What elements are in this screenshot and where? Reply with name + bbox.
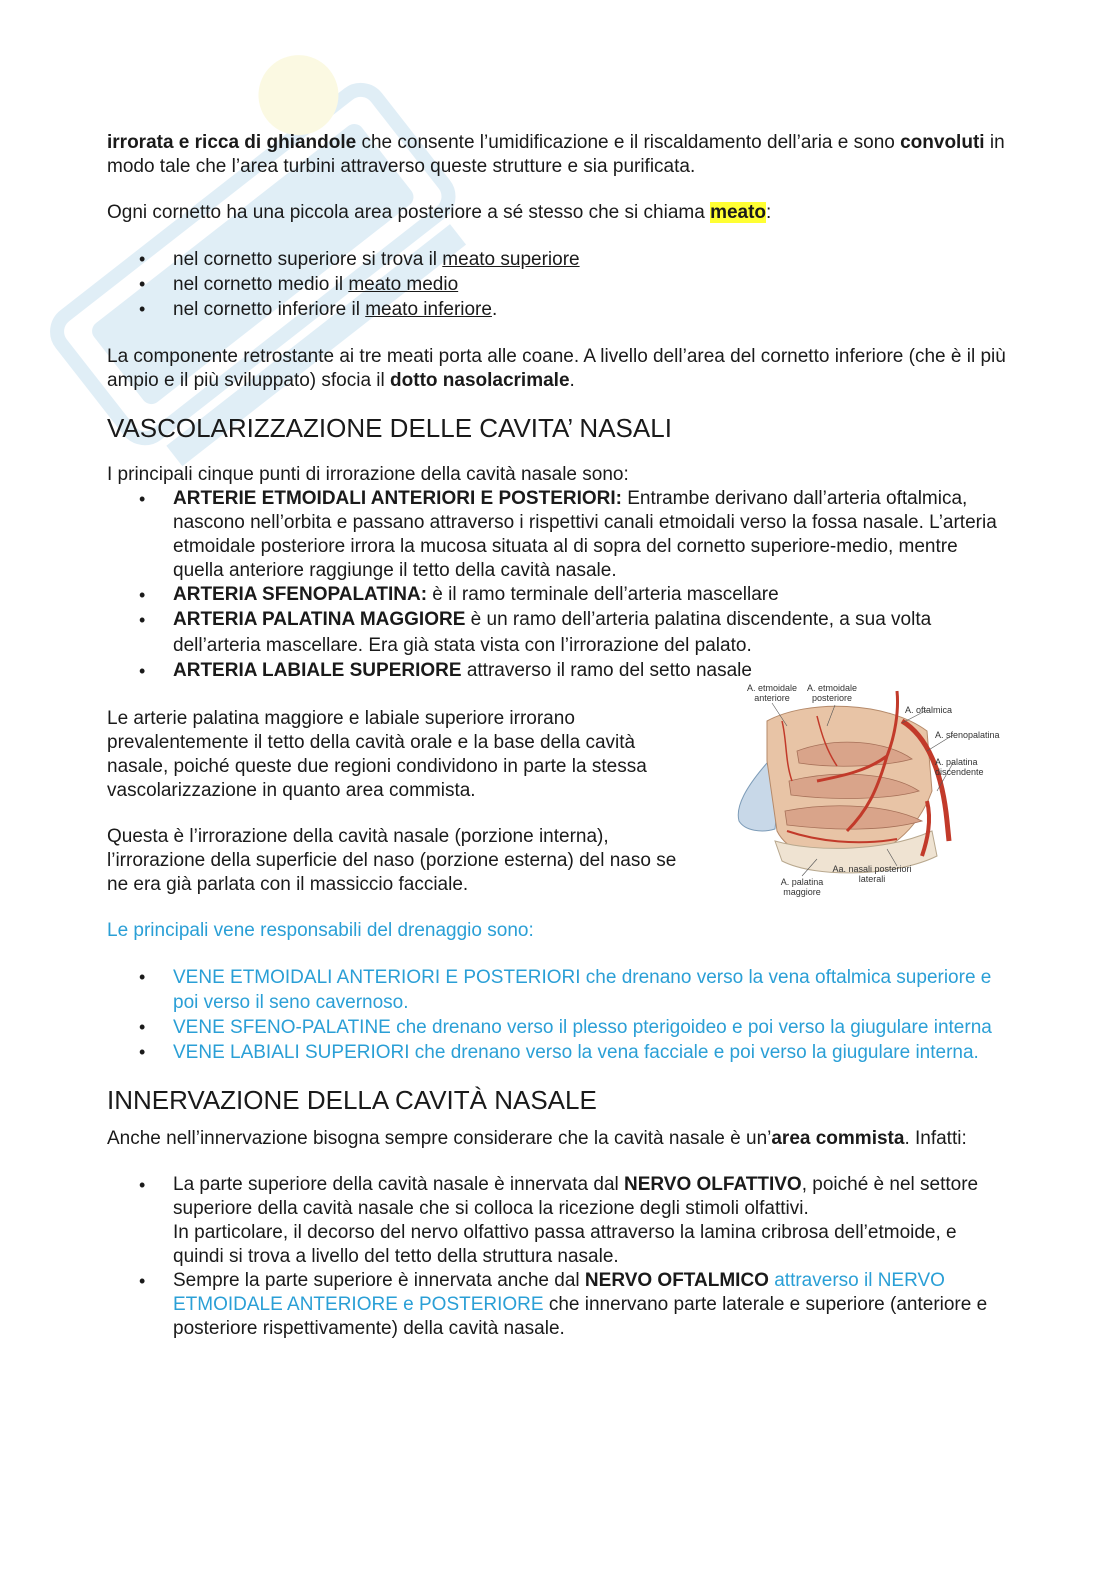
list-item: • nel cornetto inferiore il meato inferiore. (107, 297, 1007, 322)
list-item: • ARTERIA SFENOPALATINA: è il ramo terminale dell’arteria mascellare (107, 583, 1007, 607)
paragraph-area-commista: Le arterie palatina maggiore e labiale superiore irrorano prevalentemente il tetto della cavità orale e la base della cavità nasale, poiché queste due regioni condividono in parte la stessa vascolarizzazione in quanto area commista. (107, 708, 647, 801)
list-item: • La parte superiore della cavità nasale è innervata dal NERVO OLFATTIVO, poiché è nel settore superiore della cavità nasale che si colloca la ricezione degli stimoli olfattivi. In particolare, il decorso del nervo olfattivo passa attraverso la lamina cribrosa dell’etmoide, e quindi si trova a livello del tetto della struttura nasale. (107, 1173, 1007, 1269)
paragraph-coane: La componente retrostante ai tre meati porta alle coane. A livello dell’area del cornetto inferiore (che è il più ampio e il più sviluppato) sfocia il dotto nasolacrimale. (107, 346, 1006, 391)
heading-innervazione: INNERVAZIONE DELLA CAVITÀ NASALE (107, 1085, 597, 1115)
list-item: • Sempre la parte superiore è innervata anche dal NERVO OFTALMICO attraverso il NERVO ETMOIDALE ANTERIORE e POSTERIORE che innervano parte laterale e superiore (anteriore e posteriore rispettivamente) della cavità nasale. (107, 1269, 1007, 1341)
list-item: • nel cornetto medio il meato medio (107, 272, 1007, 297)
label-palatina-maggiore: A. palatina maggiore (780, 877, 824, 897)
list-item: • ARTERIA LABIALE SUPERIORE attraverso il ramo del setto nasale (107, 659, 1007, 683)
label-oftalmica: A. oftalmica (905, 705, 953, 715)
list-vene (107, 965, 1007, 1065)
figure-row (107, 683, 1007, 897)
list-item: • ARTERIE ETMOIDALI ANTERIORI E POSTERIORI: Entrambe derivano dall’arteria oftalmica, nascono nell’orbita e passano attraverso i rispettivi canali etmoidali verso la fossa nasale. L’arteria etmoidale posteriore irrora la mucosa situata al di sopra del cornetto superiore-medio, mentre quella anteriore raggiunge il tetto della cavità nasale. (107, 487, 1007, 583)
paragraph-turbinati: irrorata e ricca di ghiandole che consente l’umidificazione e il riscaldamento dell’aria e sono convoluti in modo tale che l’area turbini attraverso queste strutture e sia purificata. (107, 132, 1005, 177)
list-item: • VENE ETMOIDALI ANTERIORI E POSTERIORI che drenano verso la vena oftalmica superiore e poi verso il seno cavernoso. (107, 965, 1007, 1015)
label-palatina-discendente: A. palatina discendente (935, 757, 984, 777)
list-item: • VENE LABIALI SUPERIORI che drenano verso la vena facciale e poi verso la giugulare interna. (107, 1040, 1007, 1065)
list-item: • nel cornetto superiore si trova il meato superiore (107, 247, 1007, 272)
heading-vascolarizzazione: VASCOLARIZZAZIONE DELLE CAVITA’ NASALI (107, 413, 672, 443)
highlight-meato: meato (710, 202, 767, 223)
label-sfenopalatina: A. sfenopalatina (935, 730, 1000, 740)
label-etmoidale-anteriore: A. etmoidale anteriore (746, 683, 798, 703)
list-meati (107, 247, 1007, 322)
nasal-artery-illustration (727, 681, 1012, 903)
list-item: • VENE SFENO-PALATINE che drenano verso il plesso pterigoideo e poi verso la giugulare interna (107, 1015, 1007, 1040)
list-nervi (107, 1173, 1007, 1341)
paragraph-intro-arterie: I principali cinque punti di irrorazione della cavità nasale sono: (107, 464, 629, 485)
paragraph-porzione-interna: Questa è l’irrorazione della cavità nasale (porzione interna), l’irrorazione della superficie del naso (porzione esterna) del naso se ne era già parlata con il massiccio facciale. (107, 826, 677, 895)
label-etmoidale-posteriore: A. etmoidale posteriore (806, 683, 858, 703)
paragraph-innervazione-intro: Anche nell’innervazione bisogna sempre considerare che la cavità nasale è un’area commista. Infatti: (107, 1128, 967, 1149)
label-nasali-posteriori: Aa. nasali posteriori laterali (832, 864, 912, 884)
list-item: • ARTERIA PALATINA MAGGIORE è un ramo dell’arteria palatina discendente, a sua volta dell’arteria mascellare. Era già stata vista con l’irrorazione del palato. (107, 607, 1007, 659)
document-page (107, 131, 1007, 1341)
paragraph-meato: Ogni cornetto ha una piccola area posteriore a sé stesso che si chiama meato: (107, 202, 772, 223)
list-arterie (107, 487, 1007, 683)
paragraph-vene-intro: Le principali vene responsabili del drenaggio sono: (107, 920, 534, 941)
